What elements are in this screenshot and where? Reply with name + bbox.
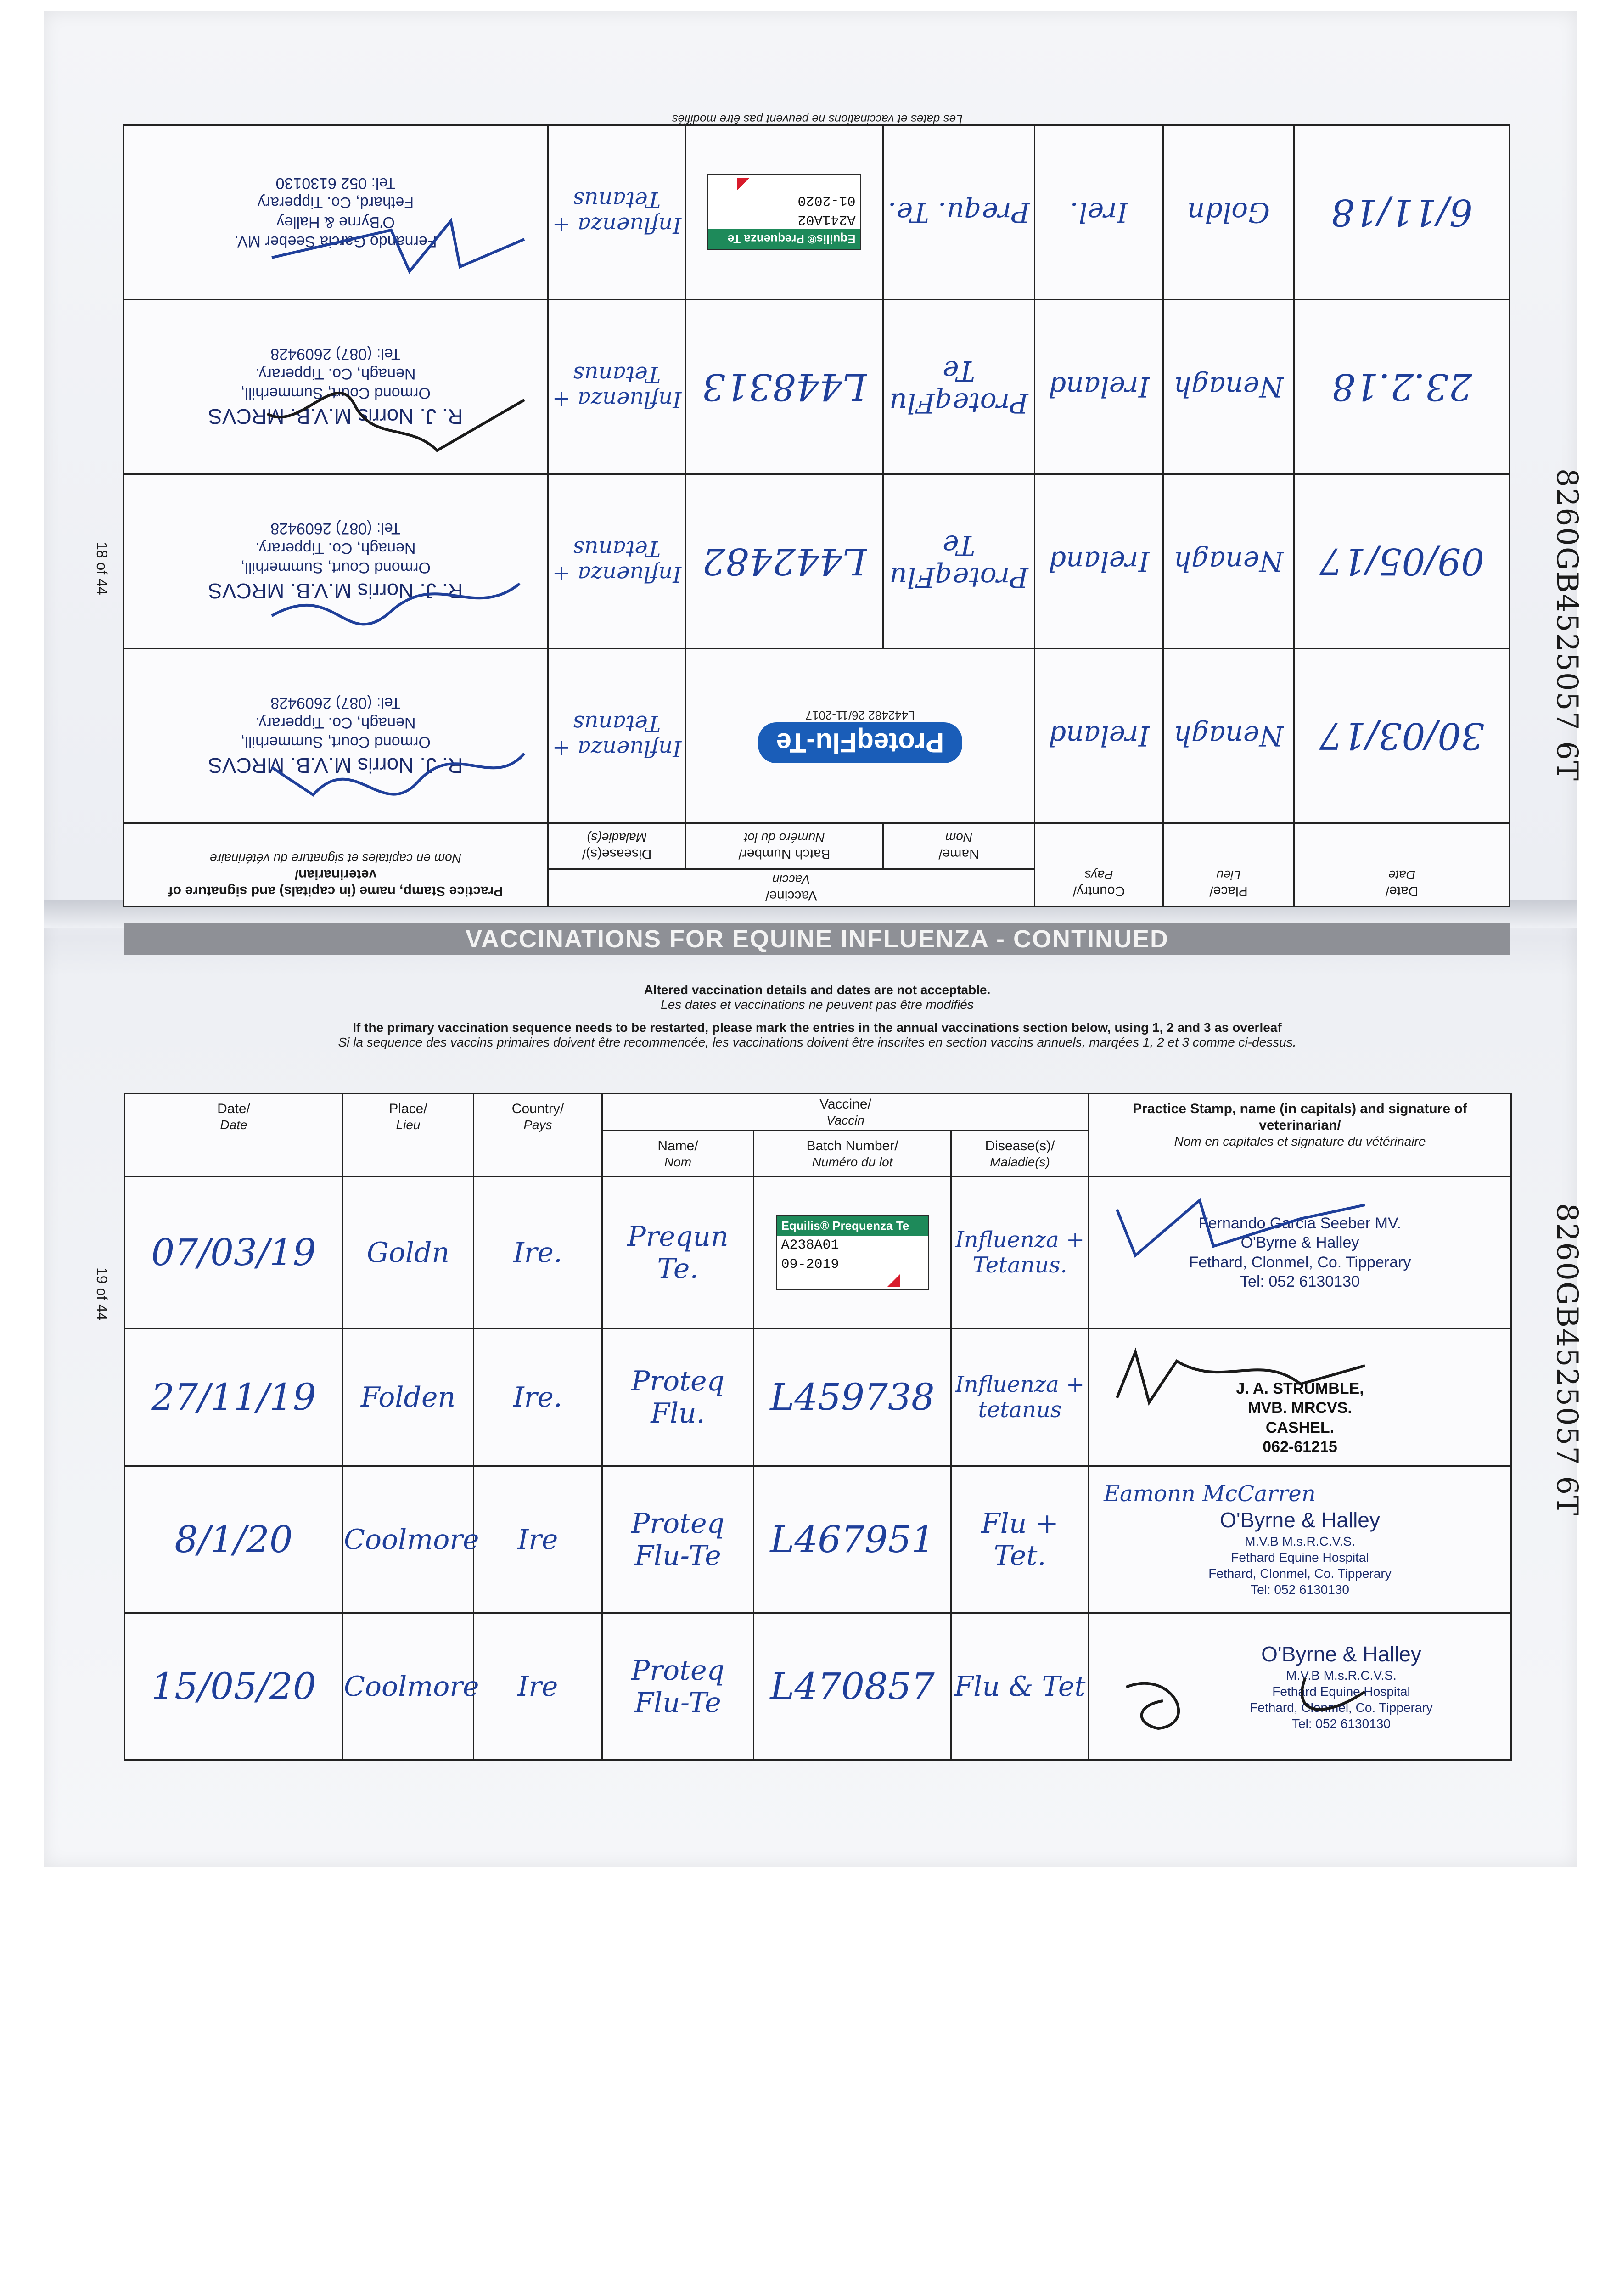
upper-row1-country: Ireland (1035, 648, 1163, 823)
lower-row-2 (125, 1328, 1511, 1466)
lower-row4-date: 15/05/20 (125, 1613, 343, 1760)
lower-row4-disease: Flu & Tet (951, 1613, 1089, 1760)
lower-row4-place: Coolmore (343, 1613, 474, 1760)
lower-row3-date: 8/1/20 (125, 1466, 343, 1613)
upper-col-date: Date/ Date (1294, 823, 1510, 906)
signature-mark (1108, 1660, 1374, 1733)
lower-col-batch: Batch Number/ Numéro du lot (754, 1131, 951, 1177)
prequenza-label: Equilis® Prequenza Te A241A02 01-2020 (708, 174, 861, 250)
upper-col-practice: Practice Stamp, name (in capitals) and signature of veterinarian/ Nom en capitales et signature du vétérinaire (123, 823, 548, 906)
upper-row4-disease: Influenza + Tetanus (548, 125, 686, 299)
upper-col-batch: Batch Number/ Numéro du lot (686, 823, 883, 869)
upper-row2-date: 09/05/17 (1294, 474, 1510, 648)
notice-block (124, 983, 1510, 1050)
notice-line-4: Si la sequence des vaccins primaires doivent être recommencée, les vaccinations doivent être inscrites en section vaccins annuels, marqées 1, 2 et 3 comme ci-dessus. (338, 1035, 1296, 1049)
lower-row4-stamp: O'Byrne & Halley M.V.B M.s.R.C.V.S. Fethard Equine Hospital Fethard, Clonmel, Co. Tipperary Tel: 052 6130130 (1089, 1613, 1511, 1760)
signature-mark (263, 561, 529, 634)
upper-row-3 (123, 299, 1510, 474)
lower-col-vaccine: Vaccine/ Vaccin (602, 1094, 1089, 1131)
upper-row3-disease: Influenza + Tetanus (548, 299, 686, 474)
signature-mark (263, 735, 529, 809)
lower-row2-disease: Influenza + tetanus (951, 1328, 1089, 1466)
prequenza-label: Equilis® Prequenza Te A238A01 09-2019 (776, 1215, 929, 1290)
upper-col-vaccine: Vaccine/ Vaccin (548, 869, 1035, 906)
upper-row1-disease: Influenza + Tetanus (548, 648, 686, 823)
upper-row4-stamp: Fernando Garcia Seeber MV. O'Byrne & Halley Fethard, Co. Tipperary Tel: 052 6130130 (123, 125, 548, 299)
upper-row4-country: Irel. (1035, 125, 1163, 299)
upper-col-disease: Disease(s)/ Maladie(s) (548, 823, 686, 869)
lower-row3-disease: Flu + Tet. (951, 1466, 1089, 1613)
lower-row1-place: Goldn (343, 1177, 474, 1328)
upper-row2-country: Ireland (1035, 474, 1163, 648)
upper-row1-label (686, 648, 1035, 823)
lower-row2-date: 27/11/19 (125, 1328, 343, 1466)
upper-row4-name: Prequ. Te. (883, 125, 1035, 299)
upper-col-country: Country/ Pays (1035, 823, 1163, 906)
lower-row1-date: 07/03/19 (125, 1177, 343, 1328)
lower-row-1 (125, 1177, 1511, 1328)
upper-row1-date: 30/03/17 (1294, 648, 1510, 823)
notice-line-3: If the primary vaccination sequence needs to be restarted, please mark the entries in the annual vaccinations section below, using 1, 2 and 3 as overleaf (353, 1020, 1282, 1035)
lower-row2-country: Ire. (474, 1328, 602, 1466)
upper-page-inverted (124, 92, 1510, 907)
lower-row4-name: Proteq Flu-Te (602, 1613, 754, 1760)
lower-row4-country: Ire (474, 1613, 602, 1760)
upper-col-name: Name/ Nom (883, 823, 1035, 869)
lower-vaccination-table (124, 1093, 1512, 1761)
upper-row2-batch: L442482 (686, 474, 883, 648)
notice-line-1: Altered vaccination details and dates are not acceptable. (644, 983, 991, 997)
upper-row4-place: Goldn (1163, 125, 1294, 299)
lower-col-name: Name/ Nom (602, 1131, 754, 1177)
upper-row-1 (123, 648, 1510, 823)
lower-header-row (125, 1094, 1511, 1131)
side-code-lower: 8260GB4525057 6T (1550, 1203, 1584, 1516)
lower-col-place: Place/ Lieu (343, 1094, 474, 1177)
flag-icon (887, 1274, 900, 1287)
lower-row3-stamp: Eamonn McCarren O'Byrne & Halley M.V.B M.s.R.C.V.S. Fethard Equine Hospital Fethard, Clonmel, Co. Tipperary Tel: 052 6130130 (1089, 1466, 1511, 1613)
side-code-upper: 8260GB4525057 6T (1550, 468, 1584, 782)
upper-row3-country: Ireland (1035, 299, 1163, 474)
section-banner: VACCINATIONS FOR EQUINE INFLUENZA - CONTINUED (124, 923, 1510, 955)
lower-row3-country: Ire (474, 1466, 602, 1613)
flag-icon (737, 178, 750, 191)
notice-line-2: Les dates et vaccinations ne peuvent pas être modifiés (661, 997, 974, 1012)
lower-col-country: Country/ Pays (474, 1094, 602, 1177)
lower-row3-place: Coolmore (343, 1466, 474, 1613)
upper-row1-stamp: R. J. Norris M.V.B. MRCVS Ormond Court, Summerhill, Nenagh, Co. Tipperary. Tel: (087) 2609428 (123, 648, 548, 823)
upper-row2-disease: Influenza + Tetanus (548, 474, 686, 648)
upper-row3-batch: L448313 (686, 299, 883, 474)
upper-row3-date: 23.2.18 (1294, 299, 1510, 474)
signature-mark (1108, 1343, 1374, 1416)
upper-row3-place: Nenagh (1163, 299, 1294, 474)
signature-mark (1108, 1191, 1374, 1265)
upper-col-place: Place/ Lieu (1163, 823, 1294, 906)
page-number-18: 18 of 44 (94, 542, 110, 595)
upper-row2-place: Nenagh (1163, 474, 1294, 648)
upper-row1-place: Nenagh (1163, 648, 1294, 823)
lower-col-date: Date/ Date (125, 1094, 343, 1177)
lower-row3-batch: L467951 (754, 1466, 951, 1613)
lower-row4-batch: L470857 (754, 1613, 951, 1760)
lower-row3-name: Proteq Flu-Te (602, 1466, 754, 1613)
lower-row2-batch: L459738 (754, 1328, 951, 1466)
lower-row1-name: Prequn Te. (602, 1177, 754, 1328)
upper-notice: Les dates et vaccinations ne peuvent pas être modifiés (672, 113, 963, 126)
lower-row2-stamp: J. A. STRUMBLE, MVB. MRCVS. CASHEL. 062-61215 (1089, 1328, 1511, 1466)
lower-row1-label (754, 1177, 951, 1328)
lower-row-4 (125, 1613, 1511, 1760)
upper-row-4 (123, 125, 1510, 299)
upper-row2-name: ProteqFlu Te (883, 474, 1035, 648)
lower-row1-disease: Influenza + Tetanus. (951, 1177, 1089, 1328)
lower-col-practice: Practice Stamp, name (in capitals) and signature of veterinarian/ Nom en capitales et signature du vétérinaire (1089, 1094, 1511, 1177)
lower-row2-name: Proteq Flu. (602, 1328, 754, 1466)
signature-mark (263, 212, 529, 285)
upper-row4-date: 6/11/18 (1294, 125, 1510, 299)
signature-mark (263, 386, 529, 460)
upper-row2-stamp: R. J. Norris M.V.B. MRCVS Ormond Court, Summerhill, Nenagh, Co. Tipperary. Tel: (087) 2609428 (123, 474, 548, 648)
lower-row1-country: Ire. (474, 1177, 602, 1328)
upper-header-row (123, 869, 1510, 906)
upper-vaccination-table (123, 124, 1510, 907)
lower-row2-place: Folden (343, 1328, 474, 1466)
page-number-19: 19 of 44 (94, 1267, 110, 1321)
lower-row1-stamp: Fernando Garcia Seeber MV. O'Byrne & Halley Fethard, Clonmel, Co. Tipperary Tel: 052 6130130 (1089, 1177, 1511, 1328)
lower-page (124, 941, 1510, 1814)
upper-row4-label (686, 125, 883, 299)
lower-col-disease: Disease(s)/ Maladie(s) (951, 1131, 1089, 1177)
proteqflu-label-lot: L442482 26/11-2017 (805, 709, 915, 723)
upper-row3-name: ProteqFlu Te (883, 299, 1035, 474)
proteqflu-label: ProteqFlu-Te (758, 722, 963, 763)
lower-row-3 (125, 1466, 1511, 1613)
upper-row-2 (123, 474, 1510, 648)
upper-row3-stamp: R. J. Norris M.V.B. MRCVS Ormond Court, Summerhill, Nenagh, Co. Tipperary. Tel: (087) 2609428 (123, 299, 548, 474)
